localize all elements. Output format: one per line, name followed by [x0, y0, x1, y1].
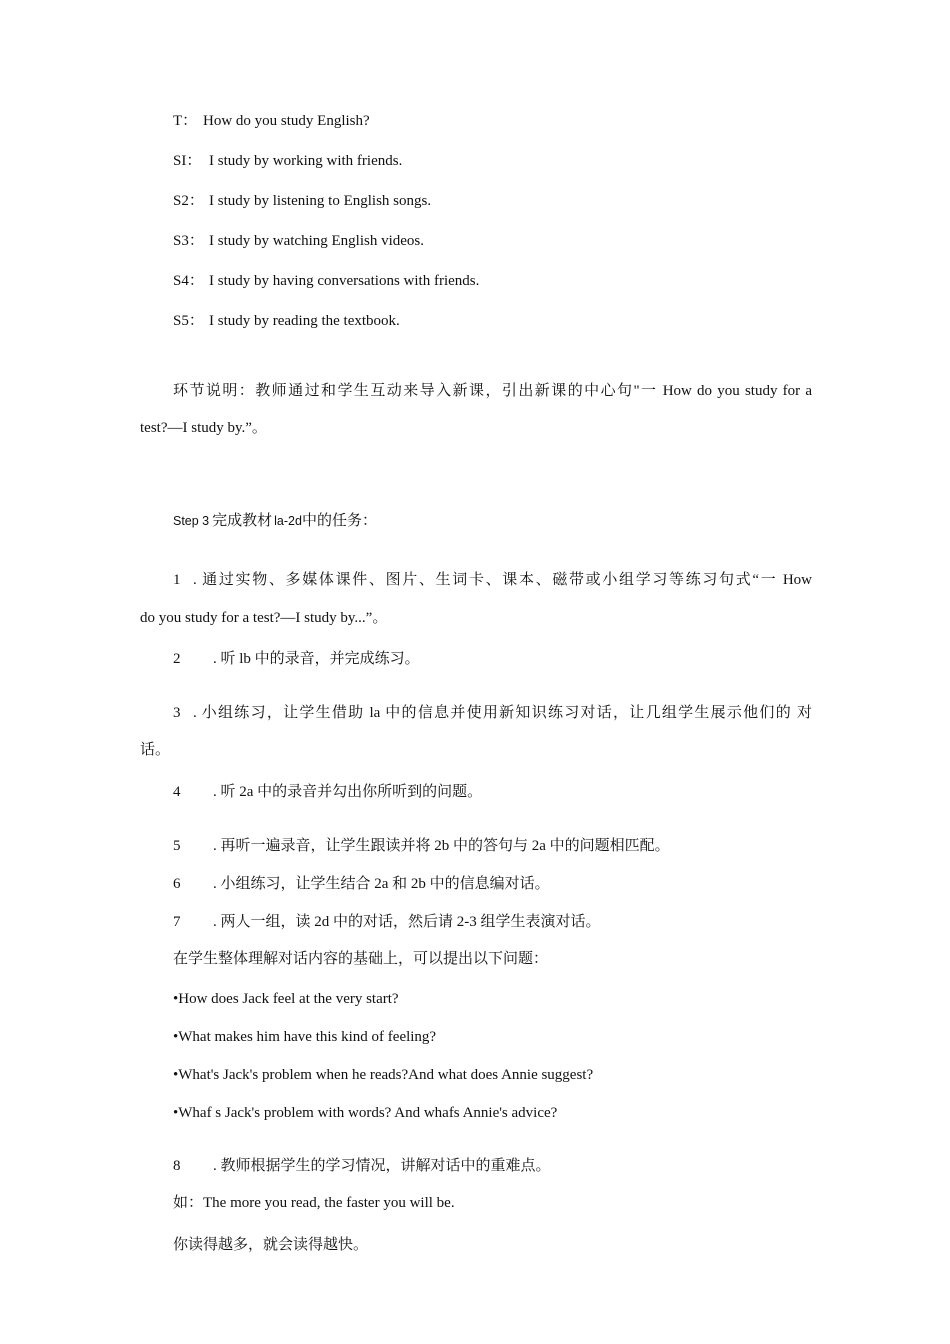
dialogue-line — [173, 271, 479, 291]
list-item — [173, 782, 482, 802]
question-item: •Whaf s Jack's problem with words? And whafs Annie's advice? — [173, 1105, 558, 1121]
speaker-label: S4： — [173, 273, 204, 289]
item-text: . 听 lb 中的录音，并完成练习。 — [213, 651, 420, 667]
item-text: . 教师根据学生的学习情况，讲解对话中的重难点。 — [213, 1158, 551, 1174]
step-tail: 中的任务： — [301, 513, 377, 529]
list-item — [140, 703, 812, 723]
list-item-cont — [140, 608, 812, 628]
dialogue-text: I study by listening to English songs. — [209, 193, 432, 209]
list-item — [173, 649, 420, 669]
dialogue-text: I study by working with friends. — [209, 153, 403, 169]
item-number: 6 — [173, 876, 181, 892]
list-item — [173, 836, 670, 856]
speaker-label: SI： — [173, 153, 202, 169]
step-code: la-2d — [274, 514, 302, 528]
step-label: Step 3 — [173, 514, 210, 528]
list-item — [173, 1156, 551, 1176]
question-item: •What makes him have this kind of feeling? — [173, 1029, 437, 1045]
dialogue-text: I study by reading the textbook. — [209, 313, 400, 329]
item-text: . 小组练习，让学生结合 2a 和 2b 中的信息编对话。 — [213, 876, 550, 892]
item-text: . 通过实物、多媒体课件、图片、生词卡、课本、磁带或小组学习等练习句式“一 How — [193, 572, 812, 588]
speaker-label: T： — [173, 113, 198, 129]
item-number: 2 — [173, 651, 181, 667]
dialogue-line — [173, 151, 402, 171]
item-text-cont: 话。 — [140, 742, 171, 758]
dialogue-line — [173, 111, 370, 131]
example-sentence: 如：The more you read, the faster you will be. — [173, 1195, 455, 1211]
item-number: 1 — [173, 572, 181, 588]
item-text-cont: do you study for a test?—I study by...”。 — [140, 610, 388, 626]
speaker-label: S5： — [173, 313, 204, 329]
note-paragraph — [140, 381, 812, 401]
list-item-cont — [140, 740, 812, 760]
dialogue-line — [173, 231, 424, 251]
item-text: . 小组练习，让学生借助 la 中的信息并使用新知识练习对话，让几组学生展示他们的 对 — [193, 705, 812, 721]
speaker-label: S2： — [173, 193, 204, 209]
list-item — [173, 912, 601, 932]
list-item — [140, 570, 812, 590]
question-item: •How does Jack feel at the very start? — [173, 991, 399, 1007]
item-text: . 再听一遍录音，让学生跟读并将 2b 中的答句与 2a 中的问题相匹配。 — [213, 838, 670, 854]
item-number: 5 — [173, 838, 181, 854]
speaker-label: S3： — [173, 233, 204, 249]
dialogue-line — [173, 191, 431, 211]
dialogue-text: I study by watching English videos. — [209, 233, 424, 249]
questions-intro: 在学生整体理解对话内容的基础上，可以提出以下问题： — [173, 951, 549, 967]
item-text: . 两人一组，读 2d 中的对话，然后请 2-3 组学生表演对话。 — [213, 914, 601, 930]
item-number: 7 — [173, 914, 181, 930]
dialogue-text: How do you study English? — [203, 113, 370, 129]
note-line-2: test?—I study by.”。 — [140, 420, 267, 436]
step-mid: 完成教材 — [212, 513, 273, 529]
dialogue-text: I study by having conversations with friends. — [209, 273, 480, 289]
step-heading — [173, 511, 377, 531]
note-paragraph-cont — [140, 418, 812, 438]
example-translation: 你读得越多，就会读得越快。 — [173, 1237, 369, 1253]
item-number: 8 — [173, 1158, 181, 1174]
question-item: •What's Jack's problem when he reads?And what does Annie suggest? — [173, 1067, 594, 1083]
list-item — [173, 874, 550, 894]
item-text: . 听 2a 中的录音并勾出你所听到的问题。 — [213, 784, 483, 800]
note-line-1: 环节说明：教师通过和学生互动来导入新课，引出新课的中心句"一 How do you study for a — [173, 383, 812, 399]
dialogue-line — [173, 311, 400, 331]
item-number: 3 — [173, 705, 181, 721]
item-number: 4 — [173, 784, 181, 800]
